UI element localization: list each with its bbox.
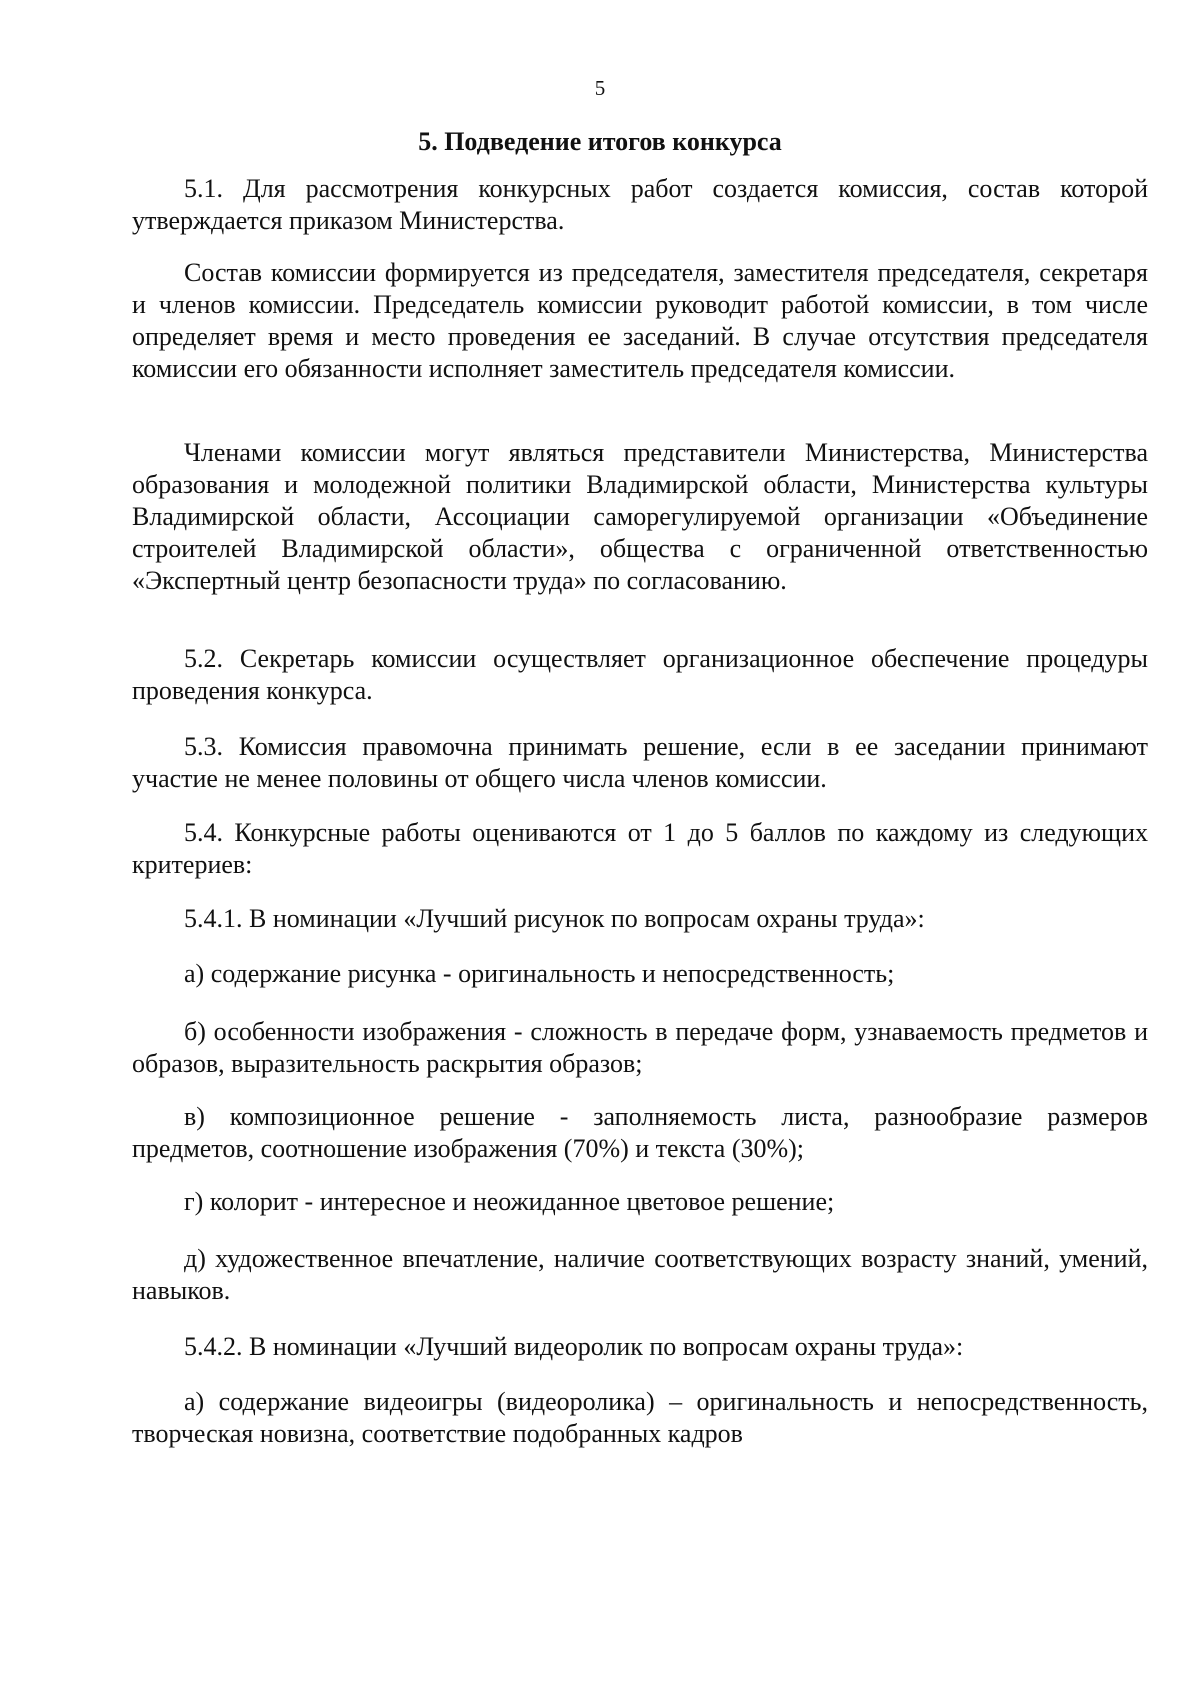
- criterion-v-drawing: в) композиционное решение - заполняемость листа, разнообразие размеров предметов, соотношение изображения (70%) и текста (30%);: [132, 1102, 1148, 1163]
- paragraph-5-4-1: 5.4.1. В номинации «Лучший рисунок по вопросам охраны труда»:: [184, 904, 925, 933]
- paragraph-commission-composition: Состав комиссии формируется из председателя, заместителя председателя, секретаря и членов комиссии. Председатель комиссии руководит работой комиссии, в том числе определяет время и место проведения ее заседаний. В случае отсутствия председателя комиссии его обязанности исполняет заместитель председателя комиссии.: [132, 258, 1148, 383]
- section-heading: 5. Подведение итогов конкурса: [418, 127, 782, 156]
- paragraph-5-1: 5.1. Для рассмотрения конкурсных работ создается комиссия, состав которой утверждается приказом Министерства.: [132, 174, 1148, 235]
- page-number: 5: [594, 76, 606, 100]
- criterion-b-drawing: б) особенности изображения - сложность в передаче форм, узнаваемость предметов и образов, выразительность раскрытия образов;: [132, 1017, 1148, 1078]
- paragraph-5-3: 5.3. Комиссия правомочна принимать решение, если в ее заседании принимают участие не менее половины от общего числа членов комиссии.: [132, 732, 1148, 793]
- criterion-d-drawing: д) художественное впечатление, наличие соответствующих возрасту знаний, умений, навыков.: [132, 1244, 1148, 1305]
- paragraph-5-2: 5.2. Секретарь комиссии осуществляет организационное обеспечение процедуры проведения конкурса.: [132, 644, 1148, 705]
- paragraph-commission-members: Членами комиссии могут являться представители Министерства, Министерства образования и молодежной политики Владимирской области, Министерства культуры Владимирской области, Ассоциации саморегулируемой организации «Объединение строителей Владимирской области», общества с ограниченной ответственностью «Экспертный центр безопасности труда» по согласованию.: [132, 438, 1148, 595]
- criterion-a-video: а) содержание видеоигры (видеоролика) – оригинальность и непосредственность, творческая новизна, соответствие подобранных кадров: [132, 1387, 1148, 1448]
- paragraph-5-4: 5.4. Конкурсные работы оцениваются от 1 до 5 баллов по каждому из следующих критериев:: [132, 818, 1148, 879]
- criterion-g-drawing: г) колорит - интересное и неожиданное цветовое решение;: [184, 1187, 835, 1216]
- paragraph-5-4-2: 5.4.2. В номинации «Лучший видеоролик по вопросам охраны труда»:: [184, 1332, 964, 1361]
- criterion-a-drawing: а) содержание рисунка - оригинальность и непосредственность;: [184, 959, 895, 988]
